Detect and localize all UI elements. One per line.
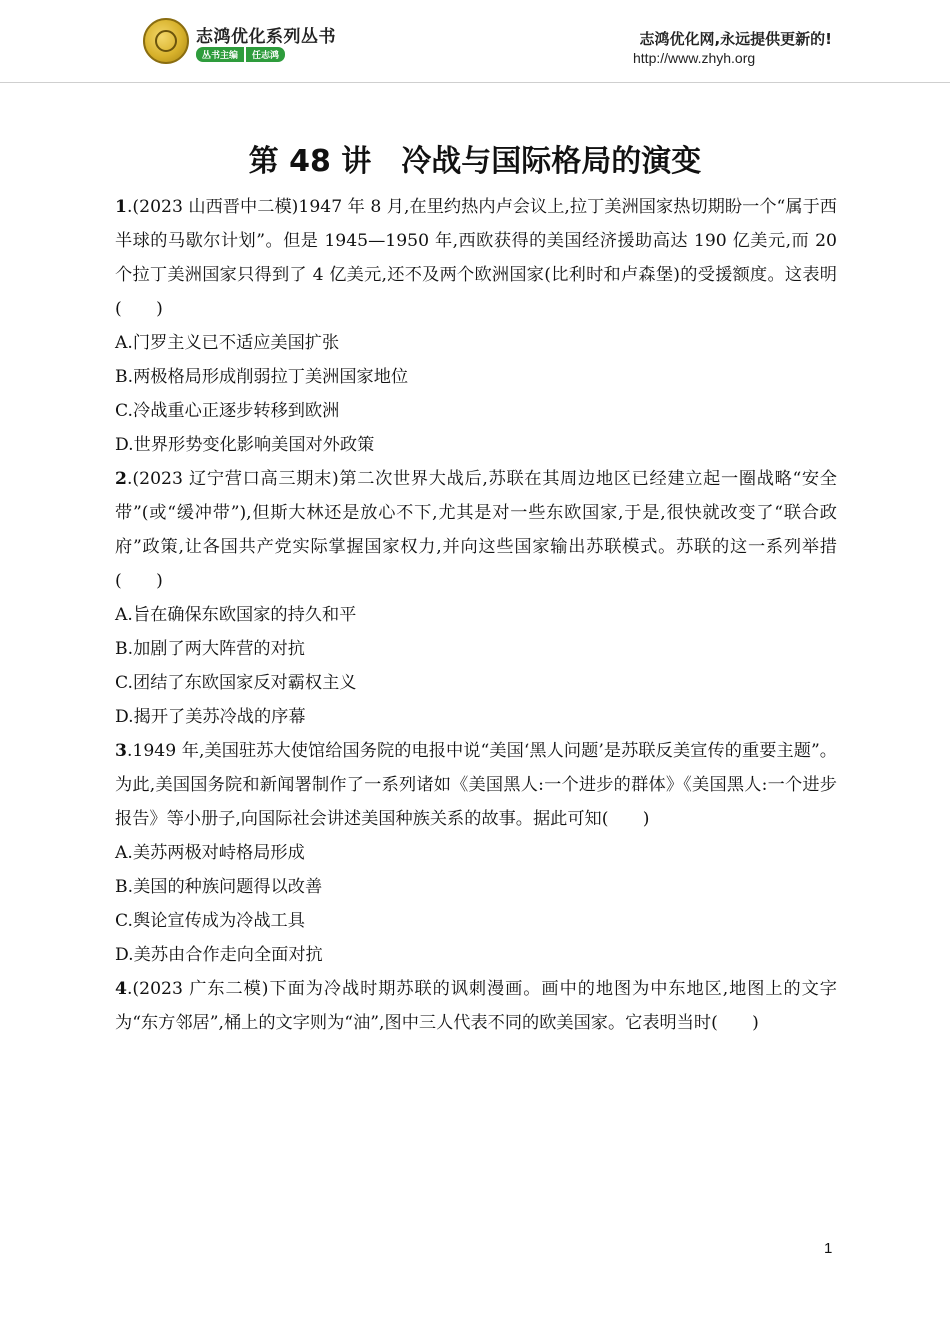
question-text: .1949 年,美国驻苏大使馆给国务院的电报中说“美国‘黑人问题’是苏联反美宣传的重要主题”。为此,美国国务院和新闻署制作了一系列诸如《美国黑人:一个进步的群体》《美国黑人:一个进步报告》等小册子,向国际社会讲述美国种族关系的故事。据此可知( ): [115, 741, 837, 829]
option-b: B.加剧了两大阵营的对抗: [115, 639, 305, 659]
option-d: D.美苏由合作走向全面对抗: [115, 945, 323, 965]
editor-label: 丛书主编: [196, 47, 244, 62]
site-url-link[interactable]: http://www.zhyh.org: [633, 50, 756, 66]
option-b: B.美国的种族问题得以改善: [115, 877, 323, 897]
question-stem: [115, 462, 837, 598]
option-b: B.两极格局形成削弱拉丁美洲国家地位: [115, 367, 409, 387]
series-logo-icon: [143, 18, 189, 64]
option-c: C.冷战重心正逐步转移到欧洲: [115, 401, 340, 421]
question-number: 3: [115, 741, 127, 761]
option-c: C.团结了东欧国家反对霸权主义: [115, 673, 357, 693]
question-number: 2: [115, 469, 127, 489]
header-divider: [0, 82, 950, 83]
question-stem: [115, 190, 837, 326]
header-slogan: 志鸿优化网,永远提供更新的!: [639, 30, 832, 48]
question-text: .(2023 辽宁营口高三期末)第二次世界大战后,苏联在其周边地区已经建立起一圈战略“安全带”(或“缓冲带”),但斯大林还是放心不下,尤其是对一些东欧国家,于是,很快就改变了“联合政府”政策,让各国共产党实际掌握国家权力,并向这些国家输出苏联模式。苏联的这一系列举措( ): [115, 469, 837, 591]
option-c: C.舆论宣传成为冷战工具: [115, 911, 305, 931]
series-title: 志鸿优化系列丛书: [196, 27, 336, 47]
editor-name: 任志鸿: [244, 47, 285, 62]
question-number: 4: [115, 979, 127, 999]
page-title: 第 48 讲 冷战与国际格局的演变: [248, 144, 702, 179]
option-d: D.世界形势变化影响美国对外政策: [115, 435, 375, 455]
question-number: 1: [115, 197, 127, 217]
question-stem: [115, 734, 837, 836]
question-text: .(2023 山西晋中二模)1947 年 8 月,在里约热内卢会议上,拉丁美洲国家热切期盼一个“属于西半球的马歇尔计划”。但是 1945—1950 年,西欧获得的美国经济援助高达 190 亿美元,而 20 个拉丁美洲国家只得到了 4 亿美元,还不及两个欧洲国家(比利时和卢森堡)的受援额度。这表明( ): [115, 197, 837, 319]
option-a: A.门罗主义已不适应美国扩张: [115, 333, 340, 353]
question-stem: [115, 972, 837, 1040]
page-header: [0, 0, 950, 82]
editor-tag: [196, 47, 285, 61]
question-text: .(2023 广东二模)下面为冷战时期苏联的讽刺漫画。画中的地图为中东地区,地图上的文字为“东方邻居”,桶上的文字则为“油”,图中三人代表不同的欧美国家。它表明当时( ): [115, 979, 837, 1033]
option-a: A.旨在确保东欧国家的持久和平: [115, 605, 357, 625]
option-a: A.美苏两极对峙格局形成: [115, 843, 305, 863]
question-list: [115, 190, 837, 1040]
page-number: 1: [824, 1240, 833, 1257]
option-d: D.揭开了美苏冷战的序幕: [115, 707, 306, 727]
